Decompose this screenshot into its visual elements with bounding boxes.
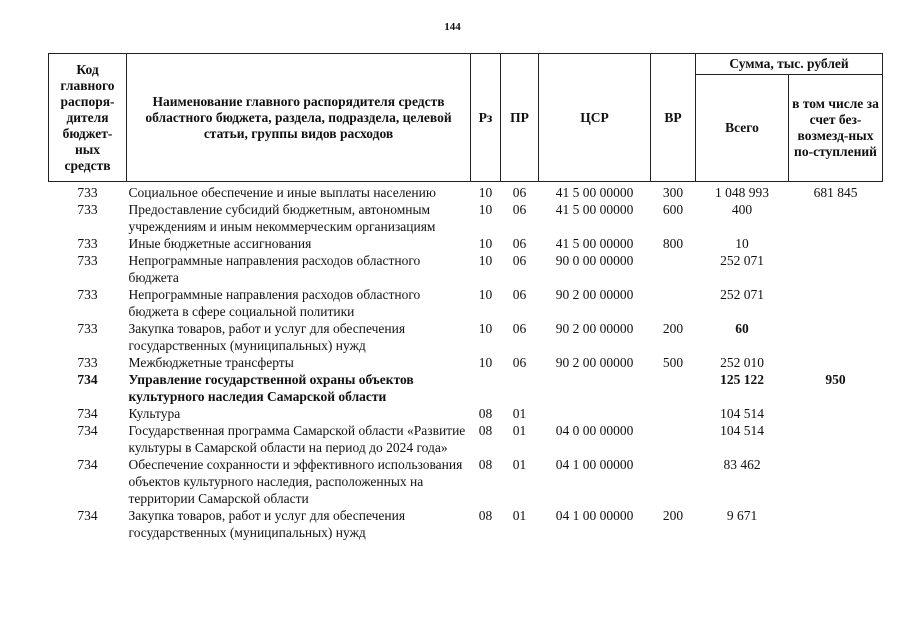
cell-code: 733 (77, 202, 98, 217)
cell-pr: 06 (512, 185, 527, 200)
cell-code: 734 (77, 457, 98, 472)
cell-name: Непрограммные направления расходов областного бюджета в сфере социальной политики (128, 287, 421, 319)
cell-code: 733 (77, 185, 98, 200)
cell-vr: 200 (662, 321, 684, 336)
cell-pr: 06 (512, 202, 527, 217)
cell-vr (651, 456, 696, 507)
cell-pr: 06 (512, 321, 527, 336)
header-total: Всего (696, 75, 789, 182)
cell-free: 950 (825, 372, 846, 387)
header-code: Код главного распоря-дителя бюджет-ных средств (49, 54, 127, 182)
cell-vr: 800 (662, 236, 684, 251)
cell-csr: 41 5 00 00000 (555, 202, 634, 217)
cell-code: 733 (77, 253, 98, 268)
cell-free (789, 507, 883, 541)
table-row (49, 422, 883, 456)
cell-pr: 01 (512, 423, 527, 438)
cell-csr: 90 2 00 00000 (555, 287, 634, 302)
cell-free (789, 201, 883, 235)
table-row (49, 235, 883, 252)
cell-free (789, 286, 883, 320)
cell-total: 10 (735, 236, 749, 251)
cell-code: 733 (77, 287, 98, 302)
cell-vr (651, 422, 696, 456)
cell-name: Обеспечение сохранности и эффективного использования объектов культурного наследия, расположенных на территории Самарской области (128, 457, 463, 506)
cell-csr: 90 2 00 00000 (555, 355, 634, 370)
cell-rz: 10 (478, 287, 493, 302)
cell-pr: 06 (512, 355, 527, 370)
cell-rz: 10 (478, 236, 493, 251)
table-row (49, 201, 883, 235)
cell-total: 125 122 (720, 372, 764, 387)
cell-pr: 01 (512, 508, 527, 523)
cell-vr: 300 (662, 185, 684, 200)
table-row (49, 405, 883, 422)
cell-name: Социальное обеспечение и иные выплаты населению (128, 185, 436, 200)
cell-total: 252 071 (720, 287, 764, 302)
cell-rz: 08 (478, 457, 493, 472)
cell-vr (651, 405, 696, 422)
cell-name: Непрограммные направления расходов областного бюджета (128, 253, 421, 285)
table-row (49, 286, 883, 320)
cell-name: Межбюджетные трансферты (128, 355, 294, 370)
cell-code: 733 (77, 321, 98, 336)
cell-free (789, 320, 883, 354)
cell-csr: 90 2 00 00000 (555, 321, 634, 336)
table-row (49, 354, 883, 371)
cell-rz: 10 (478, 253, 493, 268)
header-rz: Рз (471, 54, 501, 182)
header-pr: ПР (501, 54, 539, 182)
header-name: Наименование главного распорядителя средств областного бюджета, раздела, подраздела, целевой статьи, группы видов расходов (127, 54, 471, 182)
cell-name: Культура (128, 406, 181, 421)
header-csr: ЦСР (539, 54, 651, 182)
cell-free (789, 422, 883, 456)
cell-name: Закупка товаров, работ и услуг для обеспечения государственных (муниципальных) нужд (128, 508, 406, 540)
table-row (49, 320, 883, 354)
cell-vr: 500 (662, 355, 684, 370)
budget-table (48, 53, 883, 541)
cell-csr: 90 0 00 00000 (555, 253, 634, 268)
cell-name: Иные бюджетные ассигнования (128, 236, 312, 251)
cell-csr: 41 5 00 00000 (555, 185, 634, 200)
cell-free (789, 456, 883, 507)
cell-name: Закупка товаров, работ и услуг для обеспечения государственных (муниципальных) нужд (128, 321, 406, 353)
cell-rz: 08 (478, 406, 493, 421)
cell-vr (651, 252, 696, 286)
cell-pr: 01 (512, 406, 527, 421)
cell-rz: 10 (478, 185, 493, 200)
cell-code: 734 (77, 406, 98, 421)
cell-code: 733 (77, 236, 98, 251)
cell-rz: 10 (478, 355, 493, 370)
cell-total: 60 (735, 321, 749, 336)
table-row (49, 371, 883, 405)
cell-csr: 04 1 00 00000 (555, 457, 634, 472)
cell-rz: 10 (478, 321, 493, 336)
cell-code: 733 (77, 355, 98, 370)
page-number: 144 (444, 21, 461, 33)
header-sum: Сумма, тыс. рублей (696, 54, 883, 75)
cell-free (789, 354, 883, 371)
cell-vr: 600 (662, 202, 684, 217)
cell-free (789, 252, 883, 286)
cell-total: 83 462 (723, 457, 761, 472)
cell-csr: 04 1 00 00000 (555, 508, 634, 523)
cell-vr: 200 (662, 508, 684, 523)
cell-free (789, 405, 883, 422)
cell-free (789, 235, 883, 252)
cell-pr: 06 (512, 287, 527, 302)
cell-code: 734 (77, 372, 98, 387)
cell-free: 681 845 (813, 185, 858, 200)
cell-rz: 08 (478, 423, 493, 438)
cell-total: 1 048 993 (715, 185, 769, 200)
cell-rz: 10 (478, 202, 493, 217)
cell-pr: 01 (512, 457, 527, 472)
cell-vr (651, 286, 696, 320)
cell-csr: 04 0 00 00000 (555, 423, 634, 438)
header-vr: ВР (651, 54, 696, 182)
cell-total: 104 514 (720, 423, 764, 438)
cell-vr (651, 371, 696, 405)
cell-rz: 08 (478, 508, 493, 523)
cell-total: 9 671 (726, 508, 758, 523)
cell-total: 400 (731, 202, 753, 217)
cell-code: 734 (77, 508, 98, 523)
cell-pr: 06 (512, 253, 527, 268)
cell-csr (539, 371, 651, 405)
cell-name: Предоставление субсидий бюджетным, автономным учреждениям и иным некоммерческим организациям (128, 202, 436, 234)
header-free: в том числе за счет без-возмезд-ных по-ступлений (789, 75, 883, 182)
table-row (49, 456, 883, 507)
cell-pr (501, 371, 539, 405)
cell-total: 252 071 (720, 253, 764, 268)
cell-csr (539, 405, 651, 422)
cell-total: 252 010 (720, 355, 764, 370)
cell-name: Управление государственной охраны объектов культурного наследия Самарской области (128, 372, 414, 404)
table-row (49, 184, 883, 201)
cell-total: 104 514 (720, 406, 764, 421)
cell-code: 734 (77, 423, 98, 438)
cell-rz (471, 371, 501, 405)
table-row (49, 252, 883, 286)
cell-pr: 06 (512, 236, 527, 251)
table-row (49, 507, 883, 541)
cell-csr: 41 5 00 00000 (555, 236, 634, 251)
cell-name: Государственная программа Самарской области «Развитие культуры в Самарской области на период до 2024 года» (128, 423, 466, 455)
